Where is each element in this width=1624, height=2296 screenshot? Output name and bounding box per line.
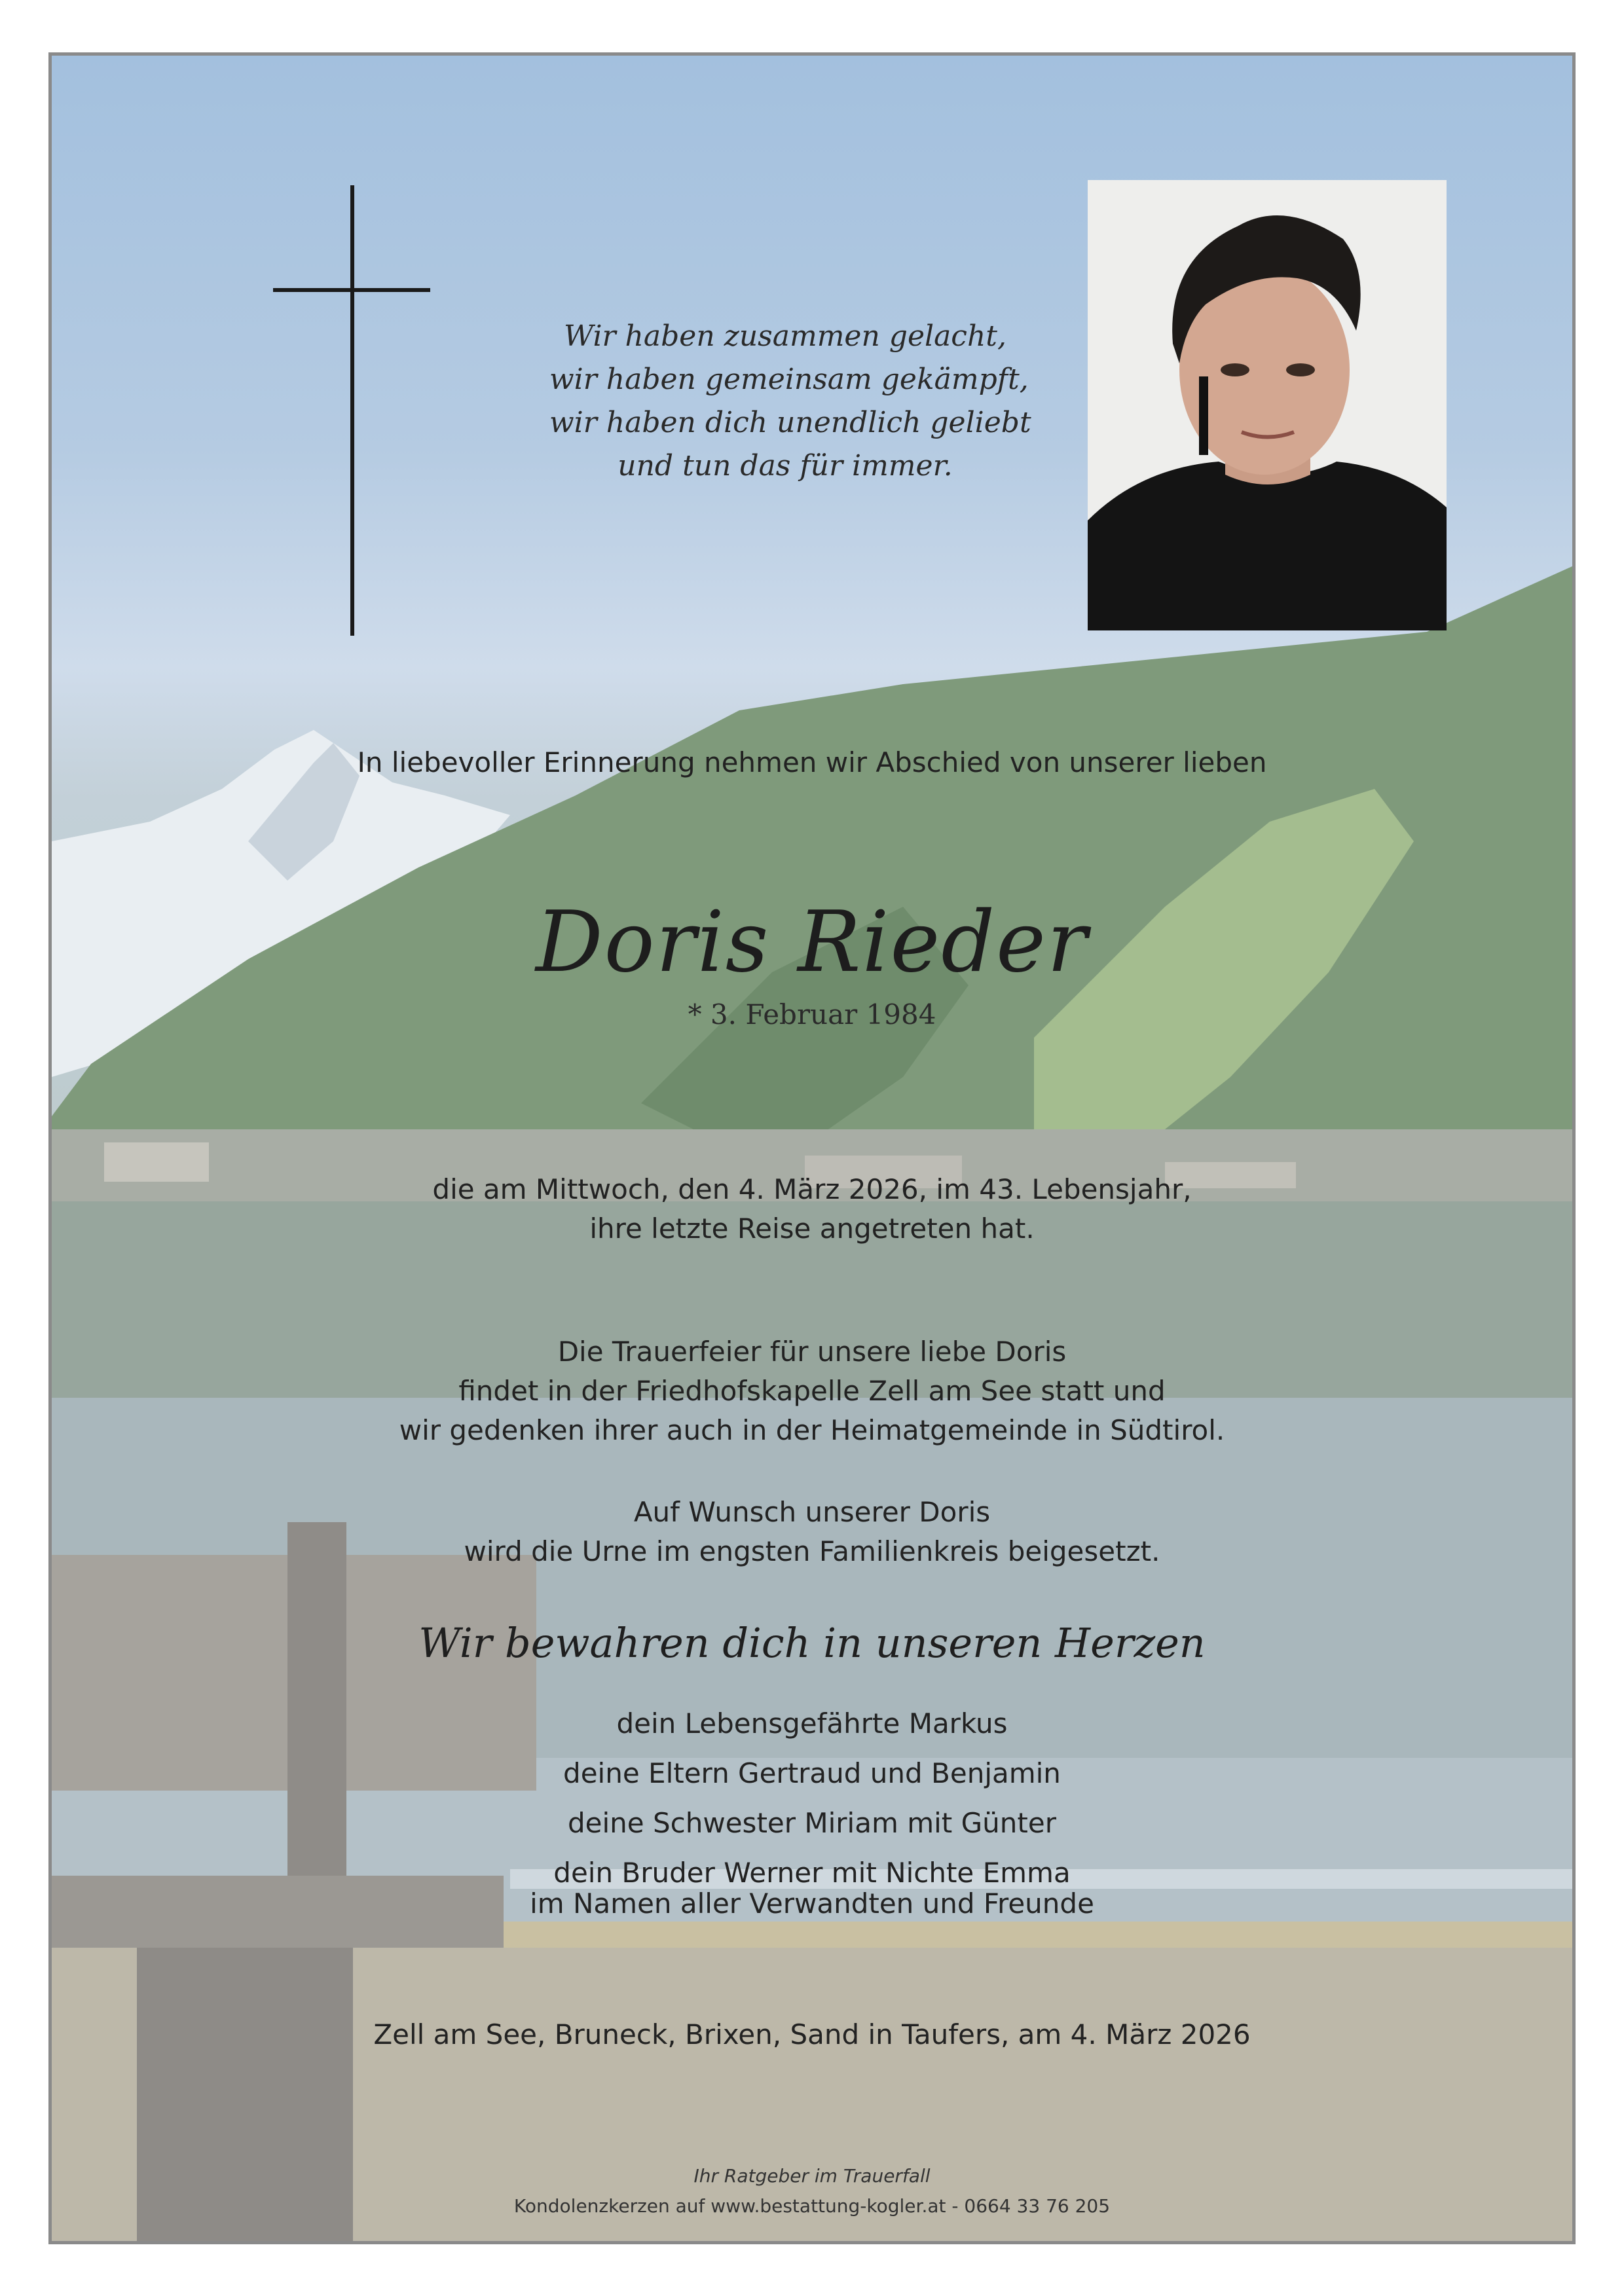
- obituary-frame: [48, 52, 1576, 2244]
- quote-line: wir haben gemeinsam gekämpft,: [549, 363, 1029, 396]
- ceremony-line: Die Trauerfeier für unsere liebe Doris: [557, 1336, 1067, 1368]
- portrait-photo: [1088, 180, 1447, 630]
- cross-icon-vertical: [350, 185, 354, 636]
- intro-text: In liebevoller Erinnerung nehmen wir Abschied von unserer lieben: [357, 746, 1267, 778]
- ceremony-line: wir gedenken ihrer auch in der Heimatgemeinde in Südtirol.: [399, 1414, 1225, 1446]
- family-member: deine Schwester Miriam mit Günter: [568, 1807, 1056, 1839]
- urn-line: wird die Urne im engsten Familienkreis beigesetzt.: [464, 1535, 1160, 1567]
- urn-info: [52, 1493, 1572, 1571]
- deceased-name: Doris Rieder: [535, 894, 1089, 991]
- family-list: [52, 1699, 1572, 1898]
- footer-tagline: Ihr Ratgeber im Trauerfall: [693, 2165, 931, 2187]
- death-notice: [52, 1170, 1572, 1248]
- ceremony-line: findet in der Friedhofskapelle Zell am See statt und: [458, 1375, 1166, 1407]
- place-date: Zell am See, Bruneck, Brixen, Sand in Taufers, am 4. März 2026: [373, 2018, 1251, 2050]
- family-regards: im Namen aller Verwandten und Freunde: [530, 1887, 1094, 1920]
- family-member: dein Lebensgefährte Markus: [616, 1707, 1008, 1740]
- quote-line: wir haben dich unendlich geliebt: [549, 406, 1031, 439]
- quote-line: Wir haben zusammen gelacht,: [564, 319, 1006, 353]
- cross-icon-horizontal: [273, 288, 430, 292]
- footer-contact: Kondolenzkerzen auf www.bestattung-kogler.at - 0664 33 76 205: [513, 2195, 1111, 2217]
- memorial-quote: [549, 315, 1031, 488]
- notice-line: die am Mittwoch, den 4. März 2026, im 43. Lebensjahr,: [432, 1173, 1192, 1205]
- family-member: deine Eltern Gertraud und Benjamin: [563, 1757, 1061, 1789]
- urn-line: Auf Wunsch unserer Doris: [633, 1496, 991, 1528]
- quote-line: und tun das für immer.: [618, 449, 953, 483]
- memorial-motto: Wir bewahren dich in unseren Herzen: [418, 1619, 1206, 1667]
- birth-date: * 3. Februar 1984: [688, 998, 936, 1030]
- ceremony-info: [52, 1332, 1572, 1450]
- notice-line: ihre letzte Reise angetreten hat.: [589, 1212, 1035, 1245]
- family-member: dein Bruder Werner mit Nichte Emma: [553, 1857, 1071, 1889]
